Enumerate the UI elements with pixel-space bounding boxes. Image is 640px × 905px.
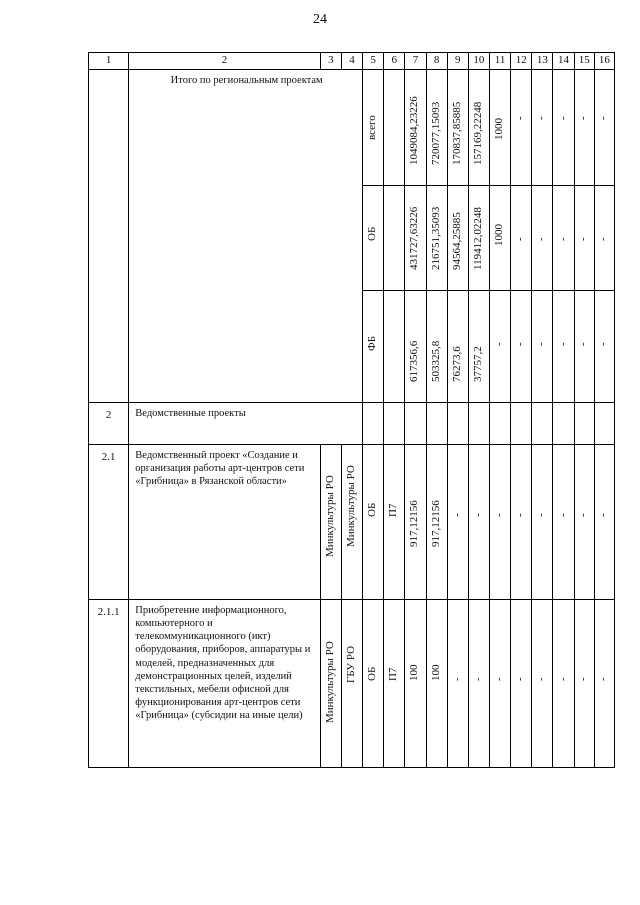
value-cell: - [577,513,590,518]
value-cell: - [597,342,610,346]
value-cell: 617356,6 [408,341,421,383]
value-cell: - [597,677,610,682]
value-cell: 431727,63226 [408,207,421,271]
row-number: 2.1 [89,445,129,600]
row-title: Приобретение информационного, компьютерного и телекоммуникационного (икт) оборудования, приборов, аппаратуры и моделей, предназначенных для демонстрационных целей, изделий текстильных, мебели офисной для функционирования арт-центров сети «Грибница» (субсидии на иные цели) [129,600,320,768]
value-cell: - [556,677,569,682]
regional-title: Итого по региональным проектам [129,70,363,403]
value-cell: - [514,342,527,346]
column-header: 1 [89,53,129,70]
value-cell: - [597,513,610,518]
column-header: 2 [129,53,320,70]
column-header: 4 [341,53,362,70]
value-cell: 100 [408,664,421,682]
value-cell: - [493,677,506,682]
value-cell: - [556,237,569,241]
executor-cell: ГБУ РО [345,646,358,684]
value-cell: - [577,116,590,120]
value-cell: - [514,237,527,241]
column-header: 16 [594,53,614,70]
column-header: 14 [553,53,574,70]
column-header: 3 [320,53,341,70]
value-cell: - [556,513,569,518]
value-cell: - [493,342,506,346]
table-row [89,70,615,186]
value-cell: - [556,342,569,346]
source-cell: ОБ [366,502,379,518]
column-header: 5 [363,53,384,70]
value-cell: 917,12156 [408,500,421,548]
column-header: 8 [426,53,447,70]
table-row [89,403,615,445]
value-cell: - [514,677,527,682]
responsible-cell: Минкультуры РО [323,641,336,724]
value-cell: 119412,02248 [472,207,485,271]
value-cell: - [514,116,527,120]
value-cell: - [450,677,463,682]
value-cell: 170837,85885 [450,102,463,166]
value-cell: 917,12156 [429,500,442,548]
value-cell: - [535,116,548,120]
row-number: 2.1.1 [89,600,129,768]
program-cell: П7 [387,667,400,682]
value-cell: - [535,342,548,346]
value-cell: 503325,8 [429,341,442,383]
value-cell: 157169,22248 [472,102,485,166]
value-cell: - [514,513,527,518]
row-title: Ведомственный проект «Создание и организация работы арт-центров сети «Грибница» в Рязанской области» [129,445,320,600]
value-cell: - [472,513,485,518]
value-cell: - [577,237,590,241]
value-cell: 100 [429,664,442,682]
row-label: всего [366,115,379,140]
column-header: 15 [574,53,594,70]
value-cell: - [535,513,548,518]
column-header: 7 [405,53,426,70]
page-number: 24 [313,12,327,27]
responsible-cell: Минкультуры РО [323,475,336,558]
value-cell: - [597,237,610,241]
value-cell: 216751,35093 [429,207,442,271]
value-cell: - [535,237,548,241]
column-header: 13 [532,53,553,70]
table-row [89,600,615,768]
row-number: 2 [89,403,129,445]
header-row [89,53,615,70]
value-cell: - [597,116,610,120]
value-cell: 1049084,23226 [408,96,421,166]
budget-table [88,52,615,768]
value-cell: 1000 [493,224,506,246]
source-cell: ОБ [366,666,379,682]
column-header: 9 [447,53,468,70]
value-cell: - [556,116,569,120]
section-title: Ведомственные проекты [129,403,363,445]
value-cell: 76273,6 [450,346,463,383]
value-cell: 1000 [493,118,506,140]
column-header: 6 [384,53,405,70]
value-cell: 94564,25885 [450,212,463,271]
value-cell: 720077,15093 [429,102,442,166]
column-header: 11 [490,53,511,70]
value-cell: - [493,513,506,518]
program-cell: П7 [387,503,400,518]
value-cell: - [577,677,590,682]
value-cell: 37757,2 [472,346,485,383]
executor-cell: Минкультуры РО [345,465,358,548]
column-header: 12 [511,53,532,70]
row-label: ОБ [366,226,379,241]
value-cell: - [535,677,548,682]
value-cell: - [472,677,485,682]
column-header: 10 [468,53,489,70]
value-cell: - [450,513,463,518]
row-label: ФБ [366,335,379,351]
table-row [89,445,615,600]
value-cell: - [577,342,590,346]
